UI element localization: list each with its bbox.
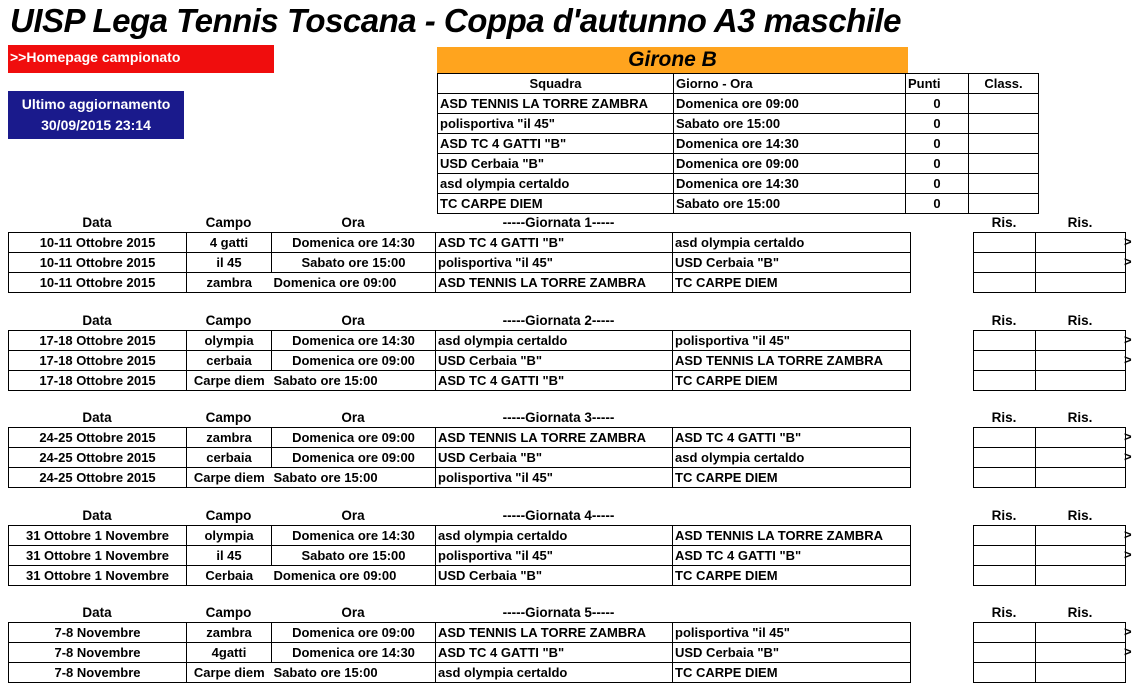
result-row <box>974 526 1126 546</box>
result-cell-2 <box>1036 643 1126 663</box>
result-cell-2 <box>1036 546 1126 566</box>
match-campo-cell: zambra <box>187 273 272 293</box>
results-table <box>973 525 1126 586</box>
result-cell-1 <box>974 546 1036 566</box>
match-home-team-cell: polisportiva "il 45" <box>436 468 673 488</box>
match-data-cell: 17-18 Ottobre 2015 <box>9 371 187 391</box>
result-link-arrow[interactable]: > <box>1124 254 1132 269</box>
result-cell-1 <box>974 623 1036 643</box>
match-away-team-cell: ASD TC 4 GATTI "B" <box>673 546 911 566</box>
last-update-value: 30/09/2015 23:14 <box>41 117 151 133</box>
match-home-team-cell: ASD TC 4 GATTI "B" <box>436 643 673 663</box>
results-table <box>973 622 1126 683</box>
column-header-ris-1: Ris. <box>991 313 1017 328</box>
result-cell-1 <box>974 468 1036 488</box>
column-header-ris-2: Ris. <box>1067 410 1093 425</box>
match-away-team-cell: asd olympia certaldo <box>673 448 911 468</box>
match-row <box>9 643 911 663</box>
match-data-cell: 17-18 Ottobre 2015 <box>9 331 187 351</box>
match-row <box>9 468 911 488</box>
match-data-cell: 7-8 Novembre <box>9 663 187 683</box>
punti-cell: 0 <box>906 154 969 174</box>
match-away-team-cell: TC CARPE DIEM <box>673 468 911 488</box>
match-data-cell: 10-11 Ottobre 2015 <box>9 273 187 293</box>
result-cell-1 <box>974 643 1036 663</box>
class-cell <box>969 194 1039 214</box>
last-update-label: Ultimo aggiornamento <box>21 96 171 112</box>
girone-standings-table <box>437 73 1039 214</box>
column-header-campo: Campo <box>205 215 252 230</box>
page-title: UISP Lega Tennis Toscana - Coppa d'autunno A3 maschile <box>10 2 901 39</box>
punti-cell: 0 <box>906 194 969 214</box>
result-link-arrow[interactable]: > <box>1124 332 1132 347</box>
result-link-arrow[interactable]: > <box>1124 624 1132 639</box>
match-row <box>9 253 911 273</box>
giorno-ora-cell: Sabato ore 15:00 <box>674 194 906 214</box>
results-table <box>973 232 1126 293</box>
match-campo-cell: 4 gatti <box>187 233 272 253</box>
result-link-arrow[interactable]: > <box>1124 449 1132 464</box>
result-cell-2 <box>1036 428 1126 448</box>
match-ora-cell: Sabato ore 15:00 <box>272 663 436 683</box>
giornata-block <box>0 410 1132 488</box>
match-ora-cell: Domenica ore 14:30 <box>272 526 436 546</box>
match-row <box>9 233 911 253</box>
result-row <box>974 663 1126 683</box>
giorno-ora-cell: Domenica ore 14:30 <box>674 174 906 194</box>
match-campo-cell: Cerbaia <box>187 566 272 586</box>
match-ora-cell: Sabato ore 15:00 <box>272 546 436 566</box>
result-row <box>974 253 1126 273</box>
result-row <box>974 566 1126 586</box>
match-campo-cell: zambra <box>187 623 272 643</box>
result-cell-1 <box>974 428 1036 448</box>
result-cell-1 <box>974 331 1036 351</box>
result-row <box>974 546 1126 566</box>
column-header-data: Data <box>82 508 112 523</box>
column-header-punti: Punti <box>906 74 969 94</box>
match-ora-cell: Domenica ore 09:00 <box>272 428 436 448</box>
match-away-team-cell: USD Cerbaia "B" <box>673 643 911 663</box>
result-cell-2 <box>1036 448 1126 468</box>
result-cell-1 <box>974 566 1036 586</box>
match-row <box>9 526 911 546</box>
match-campo-cell: cerbaia <box>187 351 272 371</box>
match-campo-cell: olympia <box>187 526 272 546</box>
column-header-ris-2: Ris. <box>1067 215 1093 230</box>
result-cell-1 <box>974 351 1036 371</box>
result-link-arrow[interactable]: > <box>1124 527 1132 542</box>
giornata-block <box>0 508 1132 586</box>
giornata-block <box>0 313 1132 391</box>
column-header-ora: Ora <box>341 410 365 425</box>
match-home-team-cell: ASD TENNIS LA TORRE ZAMBRA <box>436 623 673 643</box>
girone-row <box>438 94 1039 114</box>
match-campo-cell: olympia <box>187 331 272 351</box>
match-row <box>9 448 911 468</box>
punti-cell: 0 <box>906 174 969 194</box>
giornata-label: -----Giornata 1----- <box>502 215 615 230</box>
match-home-team-cell: asd olympia certaldo <box>436 663 673 683</box>
girone-row <box>438 134 1039 154</box>
match-home-team-cell: USD Cerbaia "B" <box>436 351 673 371</box>
match-ora-cell: Domenica ore 09:00 <box>272 351 436 371</box>
class-cell <box>969 174 1039 194</box>
result-row <box>974 351 1126 371</box>
last-update-box <box>8 91 184 139</box>
match-ora-cell: Sabato ore 15:00 <box>272 468 436 488</box>
result-cell-1 <box>974 253 1036 273</box>
squadra-cell: asd olympia certaldo <box>438 174 674 194</box>
class-cell <box>969 154 1039 174</box>
giorno-ora-cell: Sabato ore 15:00 <box>674 114 906 134</box>
giorno-ora-cell: Domenica ore 09:00 <box>674 94 906 114</box>
class-cell <box>969 94 1039 114</box>
result-cell-1 <box>974 273 1036 293</box>
column-header-ris-1: Ris. <box>991 605 1017 620</box>
match-table <box>8 427 911 488</box>
match-away-team-cell: polisportiva "il 45" <box>673 331 911 351</box>
column-header-data: Data <box>82 313 112 328</box>
result-cell-1 <box>974 371 1036 391</box>
result-link-arrow[interactable]: > <box>1124 352 1132 367</box>
match-table <box>8 622 911 683</box>
result-row <box>974 428 1126 448</box>
result-cell-2 <box>1036 566 1126 586</box>
match-campo-cell: il 45 <box>187 546 272 566</box>
match-data-cell: 10-11 Ottobre 2015 <box>9 233 187 253</box>
match-away-team-cell: TC CARPE DIEM <box>673 663 911 683</box>
result-cell-2 <box>1036 273 1126 293</box>
giorno-ora-cell: Domenica ore 09:00 <box>674 154 906 174</box>
match-row <box>9 351 911 371</box>
match-data-cell: 7-8 Novembre <box>9 643 187 663</box>
match-data-cell: 7-8 Novembre <box>9 623 187 643</box>
class-cell <box>969 114 1039 134</box>
result-row <box>974 233 1126 253</box>
result-row <box>974 331 1126 351</box>
column-header-campo: Campo <box>205 410 252 425</box>
result-link-arrow[interactable]: > <box>1124 644 1132 659</box>
girone-row <box>438 174 1039 194</box>
match-ora-cell: Domenica ore 14:30 <box>272 643 436 663</box>
column-header-data: Data <box>82 215 112 230</box>
match-campo-cell: il 45 <box>187 253 272 273</box>
match-home-team-cell: polisportiva "il 45" <box>436 253 673 273</box>
match-away-team-cell: TC CARPE DIEM <box>673 273 911 293</box>
girone-row <box>438 194 1039 214</box>
match-row <box>9 331 911 351</box>
column-header-ora: Ora <box>341 605 365 620</box>
match-data-cell: 17-18 Ottobre 2015 <box>9 351 187 371</box>
match-home-team-cell: ASD TENNIS LA TORRE ZAMBRA <box>436 428 673 448</box>
column-header-data: Data <box>82 605 112 620</box>
result-cell-2 <box>1036 526 1126 546</box>
result-link-arrow[interactable]: > <box>1124 547 1132 562</box>
match-ora-cell: Domenica ore 09:00 <box>272 448 436 468</box>
match-home-team-cell: USD Cerbaia "B" <box>436 448 673 468</box>
match-row <box>9 663 911 683</box>
punti-cell: 0 <box>906 134 969 154</box>
match-away-team-cell: ASD TENNIS LA TORRE ZAMBRA <box>673 526 911 546</box>
result-cell-2 <box>1036 331 1126 351</box>
result-row <box>974 371 1126 391</box>
column-header-ora: Ora <box>341 215 365 230</box>
results-table <box>973 330 1126 391</box>
squadra-cell: polisportiva "il 45" <box>438 114 674 134</box>
giornata-block <box>0 215 1132 293</box>
girone-row <box>438 114 1039 134</box>
column-header-campo: Campo <box>205 508 252 523</box>
match-home-team-cell: ASD TC 4 GATTI "B" <box>436 371 673 391</box>
results-table <box>973 427 1126 488</box>
match-data-cell: 10-11 Ottobre 2015 <box>9 253 187 273</box>
giornata-label: -----Giornata 5----- <box>502 605 615 620</box>
column-header-ris-2: Ris. <box>1067 313 1093 328</box>
result-cell-2 <box>1036 233 1126 253</box>
match-data-cell: 31 Ottobre 1 Novembre <box>9 566 187 586</box>
giornata-block <box>0 605 1132 683</box>
column-header-ris-1: Ris. <box>991 215 1017 230</box>
column-header-campo: Campo <box>205 313 252 328</box>
result-row <box>974 273 1126 293</box>
column-header-giorno-ora: Giorno - Ora <box>674 74 906 94</box>
match-data-cell: 24-25 Ottobre 2015 <box>9 448 187 468</box>
match-away-team-cell: ASD TENNIS LA TORRE ZAMBRA <box>673 351 911 371</box>
result-cell-1 <box>974 233 1036 253</box>
match-home-team-cell: asd olympia certaldo <box>436 331 673 351</box>
match-home-team-cell: ASD TC 4 GATTI "B" <box>436 233 673 253</box>
match-table <box>8 330 911 391</box>
match-table <box>8 232 911 293</box>
match-ora-cell: Domenica ore 09:00 <box>272 566 436 586</box>
match-away-team-cell: TC CARPE DIEM <box>673 371 911 391</box>
squadra-cell: ASD TENNIS LA TORRE ZAMBRA <box>438 94 674 114</box>
column-header-squadra: Squadra <box>438 74 674 94</box>
column-header-campo: Campo <box>205 605 252 620</box>
match-data-cell: 24-25 Ottobre 2015 <box>9 468 187 488</box>
result-cell-2 <box>1036 468 1126 488</box>
girone-title: Girone B <box>437 47 908 73</box>
girone-table-body <box>438 94 1039 214</box>
match-home-team-cell: USD Cerbaia "B" <box>436 566 673 586</box>
match-home-team-cell: asd olympia certaldo <box>436 526 673 546</box>
match-data-cell: 31 Ottobre 1 Novembre <box>9 526 187 546</box>
match-campo-cell: Carpe diem <box>187 663 272 683</box>
column-header-ora: Ora <box>341 508 365 523</box>
giornata-label: -----Giornata 2----- <box>502 313 615 328</box>
match-ora-cell: Domenica ore 09:00 <box>272 273 436 293</box>
homepage-campionato-link[interactable]: >>Homepage campionato <box>8 45 274 73</box>
match-campo-cell: Carpe diem <box>187 371 272 391</box>
match-row <box>9 546 911 566</box>
match-home-team-cell: ASD TENNIS LA TORRE ZAMBRA <box>436 273 673 293</box>
match-row <box>9 371 911 391</box>
match-ora-cell: Domenica ore 14:30 <box>272 331 436 351</box>
match-away-team-cell: USD Cerbaia "B" <box>673 253 911 273</box>
result-cell-2 <box>1036 623 1126 643</box>
column-header-data: Data <box>82 410 112 425</box>
match-data-cell: 24-25 Ottobre 2015 <box>9 428 187 448</box>
match-ora-cell: Domenica ore 14:30 <box>272 233 436 253</box>
match-away-team-cell: polisportiva "il 45" <box>673 623 911 643</box>
match-data-cell: 31 Ottobre 1 Novembre <box>9 546 187 566</box>
squadra-cell: USD Cerbaia "B" <box>438 154 674 174</box>
match-away-team-cell: ASD TC 4 GATTI "B" <box>673 428 911 448</box>
column-header-ris-2: Ris. <box>1067 508 1093 523</box>
match-campo-cell: Carpe diem <box>187 468 272 488</box>
result-cell-1 <box>974 663 1036 683</box>
giornata-label: -----Giornata 3----- <box>502 410 615 425</box>
match-away-team-cell: asd olympia certaldo <box>673 233 911 253</box>
squadra-cell: TC CARPE DIEM <box>438 194 674 214</box>
match-row <box>9 428 911 448</box>
match-ora-cell: Domenica ore 09:00 <box>272 623 436 643</box>
column-header-ris-1: Ris. <box>991 508 1017 523</box>
result-cell-2 <box>1036 663 1126 683</box>
result-row <box>974 468 1126 488</box>
result-cell-1 <box>974 448 1036 468</box>
column-header-class: Class. <box>969 74 1039 94</box>
result-cell-2 <box>1036 253 1126 273</box>
column-header-ora: Ora <box>341 313 365 328</box>
match-table <box>8 525 911 586</box>
girone-header-row <box>438 74 1039 94</box>
punti-cell: 0 <box>906 94 969 114</box>
giorno-ora-cell: Domenica ore 14:30 <box>674 134 906 154</box>
match-campo-cell: 4gatti <box>187 643 272 663</box>
result-row <box>974 448 1126 468</box>
result-cell-2 <box>1036 371 1126 391</box>
girone-row <box>438 154 1039 174</box>
match-campo-cell: zambra <box>187 428 272 448</box>
match-row <box>9 623 911 643</box>
match-row <box>9 273 911 293</box>
result-cell-2 <box>1036 351 1126 371</box>
column-header-ris-1: Ris. <box>991 410 1017 425</box>
match-home-team-cell: polisportiva "il 45" <box>436 546 673 566</box>
result-link-arrow[interactable]: > <box>1124 429 1132 444</box>
match-ora-cell: Sabato ore 15:00 <box>272 253 436 273</box>
result-row <box>974 623 1126 643</box>
punti-cell: 0 <box>906 114 969 134</box>
giornata-label: -----Giornata 4----- <box>502 508 615 523</box>
column-header-ris-2: Ris. <box>1067 605 1093 620</box>
result-cell-1 <box>974 526 1036 546</box>
match-row <box>9 566 911 586</box>
result-row <box>974 643 1126 663</box>
match-ora-cell: Sabato ore 15:00 <box>272 371 436 391</box>
squadra-cell: ASD TC 4 GATTI "B" <box>438 134 674 154</box>
match-away-team-cell: TC CARPE DIEM <box>673 566 911 586</box>
match-campo-cell: cerbaia <box>187 448 272 468</box>
class-cell <box>969 134 1039 154</box>
result-link-arrow[interactable]: > <box>1124 234 1132 249</box>
